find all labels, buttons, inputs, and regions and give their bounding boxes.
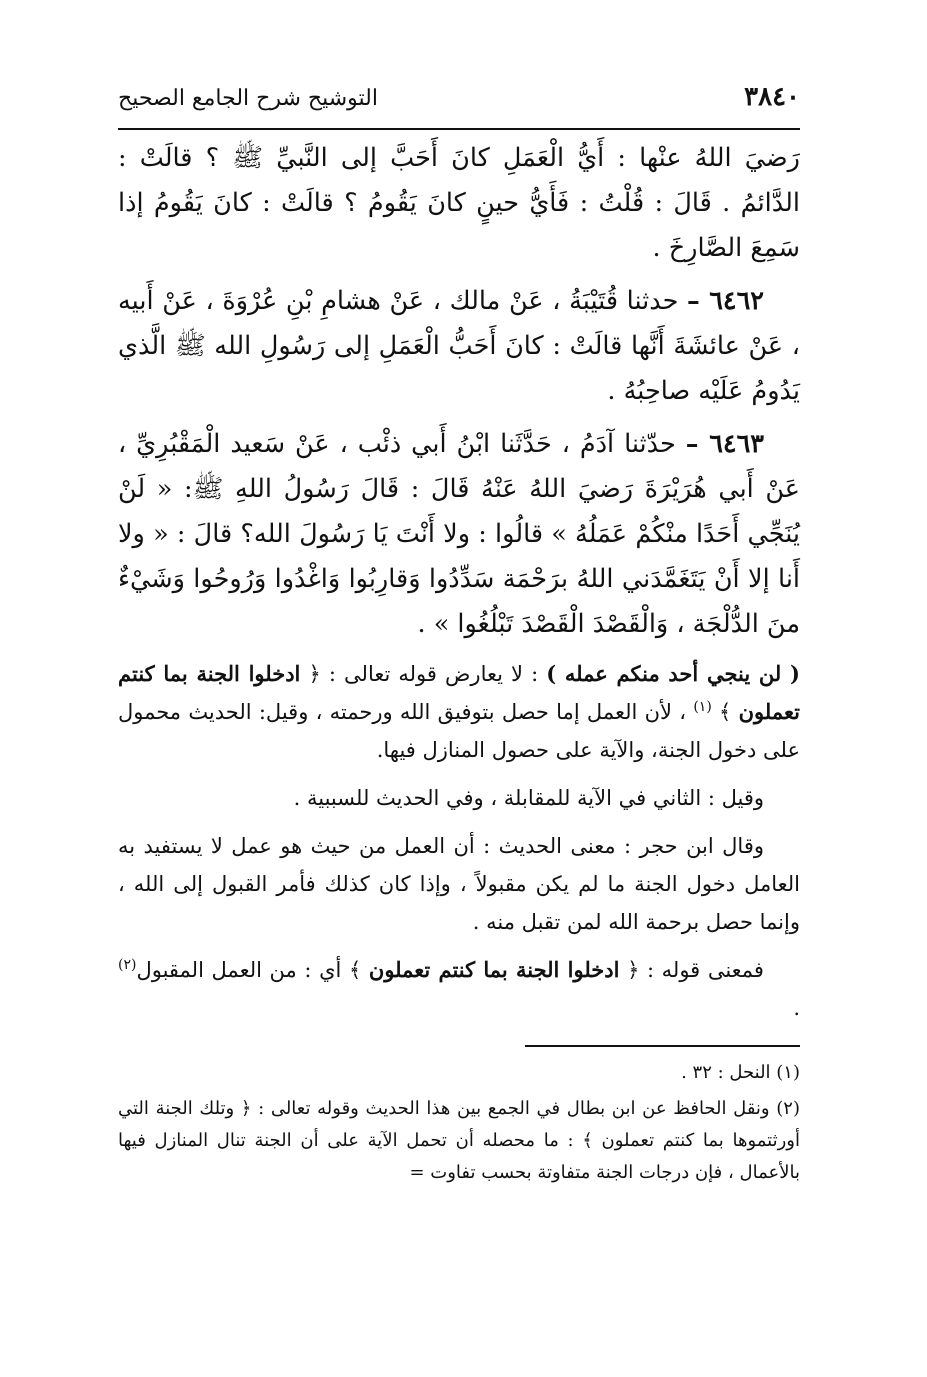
footnote-divider [525, 1045, 800, 1047]
hadith-6463 [118, 422, 800, 647]
commentary-text: ﴾ أي : من العمل المقبول [136, 958, 362, 982]
quran-quote: ادخلوا الجنة بما كنتم تعملون [368, 957, 620, 982]
page-header [118, 78, 800, 130]
hadith-text: حدّثنا آدَمُ ، حَدَّثَنا ابْنُ أَبي ذئْب ، عَنْ سَعيد الْمَقْبُرِيِّ ، عَنْ أَبي هُرَيْرَةَ رَضيَ اللهُ عَنْهُ قَالَ : قَالَ رَسُولُ اللهِ ﷺ: « لَنْ يُنَجِّي أَحَدًا منْكُمْ عَمَلُهُ » قالُوا : ولا أَنْتَ يَا رَسُولَ الله؟ قالَ : « ولا أَنا إلا أَنْ يَتَغَمَّدَني اللهُ برَحْمَة سَدِّدُوا وَقارِبُوا وَاغْدُوا وَرُوحُوا وَشَيْءٌ منَ الدُّلْجَة ، وَالْقَصْدَ الْقَصْدَ تَبْلُغُوا » . [118, 429, 800, 639]
footnote-ref[interactable]: (٢) [118, 957, 137, 973]
hadith-number: ٦٤٦٣ – [685, 429, 764, 459]
hadith-text: حدثنا قُتَيْبَةُ ، عَنْ مالك ، عَنْ هشامِ بْنِ عُرْوَةَ ، عَنْ أَبيه ، عَنْ عائشَةَ أَنَّها قالَتْ : كانَ أَحَبُّ الْعَمَلِ إلى رَسُولِ الله ﷺ الَّذي يَدُومُ عَلَيْه صاحِبُهُ . [118, 286, 800, 406]
hadith-continuation [118, 136, 800, 271]
hadith-continuation-text: رَضيَ اللهُ عنْها : أَيُّ الْعَمَلِ كانَ أَحَبَّ إلى النَّبيِّ ﷺ ؟ قالَتْ : الدَّائمُ . قَالَ : قُلْتُ : فَأَيُّ حينٍ كانَ يَقُومُ ؟ قالَتْ : كانَ يَقُومُ إذا سَمِعَ الصَّارِخَ . [118, 143, 800, 263]
commentary-text: وقيل : الثاني في الآية للمقابلة ، وفي الحديث للسببية . [293, 786, 764, 810]
running-title: التوشيح شرح الجامع الصحيح [118, 86, 378, 111]
commentary-paragraph [118, 827, 800, 941]
commentary-text: ، لأن العمل إما حصل بتوفيق الله ورحمته ، وقيل: الحديث محمول على دخول الجنة، والآية على حصول المنازل فيها. [118, 700, 800, 762]
hadith-6462 [118, 279, 800, 414]
commentary-paragraph [118, 951, 800, 1027]
commentary-paragraph [118, 655, 800, 769]
page-number: ٣٨٤٠ [744, 82, 800, 112]
commentary-text: ﴾ [719, 700, 732, 724]
commentary-text: فمعنى قوله : ﴿ [627, 958, 764, 982]
commentary-text: . [793, 996, 800, 1020]
commentary-paragraph [118, 779, 800, 817]
quran-quote: ادخلوا الجنة بما كنتم تعملون [118, 661, 800, 724]
commentary-text: : لا يعارض قوله تعالى : ﴿ [308, 662, 539, 686]
footnotes [118, 1057, 800, 1189]
book-page [118, 78, 800, 1328]
commentary-text: وقال ابن حجر : معنى الحديث : أن العمل من حيث هو عمل لا يستفيد به العامل دخول الجنة ما لم يكن مقبولاً ، وإذا كان كذلك فأمر القبول إلى الله ، وإنما حصل برحمة الله لمن تقبل منه . [118, 834, 800, 934]
main-text [118, 136, 800, 1027]
commentary-lemma: ( لن ينجي أحد منكم عمله ) [546, 661, 800, 686]
footnote-2: (٢) ونقل الحافظ عن ابن بطال في الجمع بين هذا الحديث وقوله تعالى : ﴿ وتلك الجنة التي أورثتموها بما كنتم تعملون ﴾ : ما محصله أن تحمل الآية على أن الجنة تنال المنازل فيها بالأعمال ، فإن درجات الجنة متفاوتة بحسب تفاوت = [118, 1098, 800, 1183]
footnote-ref[interactable]: (١) [693, 699, 712, 715]
footnote-1: (١) النحل : ٣٢ . [681, 1062, 800, 1083]
hadith-number: ٦٤٦٢ – [687, 286, 765, 316]
